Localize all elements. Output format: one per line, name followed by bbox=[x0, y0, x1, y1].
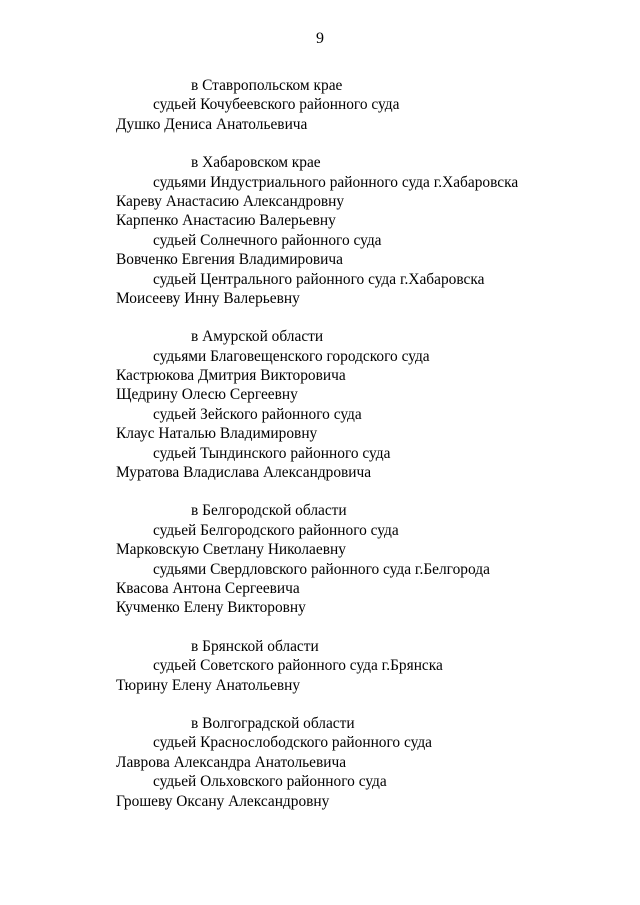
court-appointment-line: судьей Краснослободского районного суда bbox=[153, 734, 432, 752]
region-heading: в Волгоградской области bbox=[191, 714, 355, 732]
judge-name-line: Вовченко Евгения Владимировича bbox=[116, 251, 343, 269]
judge-name-line: Клаус Наталью Владимировну bbox=[116, 425, 318, 443]
judge-name-line: Моисееву Инну Валерьевну bbox=[116, 289, 300, 307]
court-appointment-line: судьями Благовещенского городского суда bbox=[153, 347, 430, 365]
court-appointment-line: судьей Тындинского районного суда bbox=[153, 444, 391, 462]
court-appointment-line: судьями Свердловского районного суда г.Белгорода bbox=[153, 560, 490, 578]
court-appointment-line: судьей Солнечного районного суда bbox=[153, 231, 382, 249]
court-appointment-line: судьями Индустриального районного суда г.Хабаровска bbox=[153, 173, 519, 191]
page-number: 9 bbox=[316, 30, 324, 47]
court-appointment-line: судьей Белгородского районного суда bbox=[153, 521, 399, 539]
region-heading: в Белгородской области bbox=[191, 502, 347, 520]
document-body bbox=[0, 76, 640, 830]
judge-name-line: Кучменко Елену Викторовну bbox=[116, 599, 306, 617]
judge-name-line: Душко Дениса Анатольевича bbox=[116, 115, 308, 133]
judge-name-line: Щедрину Олесю Сергеевну bbox=[116, 386, 298, 404]
region-heading: в Хабаровском крае bbox=[191, 154, 321, 172]
region-heading: в Ставропольском крае bbox=[191, 77, 343, 94]
region-section bbox=[0, 76, 640, 134]
judge-name-line: Грошеву Оксану Александровну bbox=[116, 792, 330, 810]
court-appointment-line: судьей Кочубеевского районного суда bbox=[153, 96, 400, 114]
judge-name-line: Муратова Владислава Александровича bbox=[116, 464, 372, 482]
region-section bbox=[0, 501, 640, 617]
judge-name-line: Лаврова Александра Анатольевича bbox=[116, 753, 347, 771]
court-appointment-line: судьей Зейского районного суда bbox=[153, 405, 362, 423]
court-appointment-line: судьей Советского районного суда г.Брянска bbox=[153, 657, 443, 675]
judge-name-line: Марковскую Светлану Николаевну bbox=[116, 541, 346, 559]
region-section bbox=[0, 153, 640, 308]
region-heading: в Амурской области bbox=[191, 328, 324, 346]
region-heading: в Брянской области bbox=[191, 637, 319, 655]
region-section bbox=[0, 327, 640, 482]
judge-name-line: Кареву Анастасию Александровну bbox=[116, 192, 345, 210]
judge-name-line: Квасова Антона Сергеевича bbox=[116, 579, 300, 597]
judge-name-line: Тюрину Елену Анатольевну bbox=[116, 676, 301, 694]
judge-name-line: Карпенко Анастасию Валерьевну bbox=[116, 212, 336, 230]
region-section bbox=[0, 714, 640, 811]
region-section bbox=[0, 637, 640, 695]
judge-name-line: Кастрюкова Дмитрия Викторовича bbox=[116, 367, 346, 385]
court-appointment-line: судьей Центрального районного суда г.Хабаровска bbox=[153, 270, 485, 288]
court-appointment-line: судьей Ольховского районного суда bbox=[153, 773, 387, 791]
